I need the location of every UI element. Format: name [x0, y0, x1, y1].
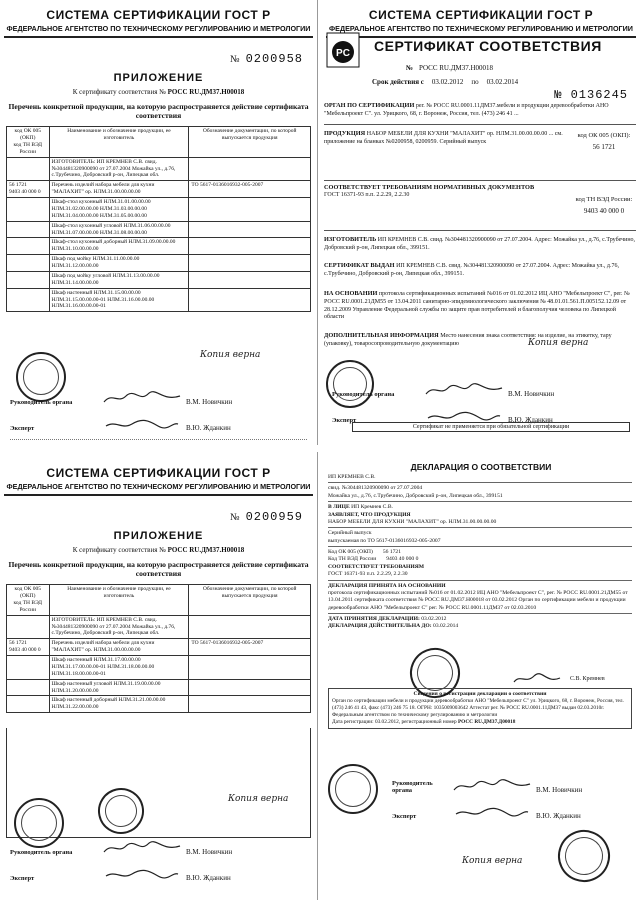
reg-prefix: №: [406, 64, 414, 72]
applicant-cert-id: свид. №304481320900090 от 27.07.2004: [328, 485, 423, 492]
table-row: [7, 696, 311, 713]
table-cell-empty: [189, 271, 311, 288]
copy-certified-note: Копия верна: [462, 856, 523, 866]
annex-page-0200959: [0, 452, 318, 900]
table-cell-item: Шкаф-стол кухонный угловой НЛМ.31.06.00.00.00 НЛМ.31.07.00.00.00 НЛМ.31.08.00.00.00: [49, 221, 189, 238]
tnved-label: код ТН ВЭД России:: [575, 196, 633, 203]
footer-line: [10, 439, 307, 441]
signature-scribble: [452, 778, 532, 794]
table-cell-doc: ТО 5617-0136016932-005-2007: [189, 181, 311, 198]
annex-cert-ref-value: РОСС RU.ДМ37.Н00018: [167, 88, 245, 96]
table-cell-code: [7, 679, 50, 696]
table-cell-maker: ИЗГОТОВИТЕЛЬ: ИП КРЕМНЕВ С.В. свид. №304481320900090 от 27.07.2004 Можайка ул., д.76, с.Трубечино, Добровский р-он, Липецкая обл.: [49, 157, 189, 181]
declarant-name: С.В. Кремнев: [570, 676, 605, 682]
product-table: [6, 126, 311, 312]
registration-box: [328, 688, 632, 729]
annex-cert-ref-label: К сертификату соответствия №: [72, 546, 166, 554]
applicant-address: Можайка ул., д.76, с.Трубечино, Добровский р-он, Липецкая обл., 399151: [328, 493, 632, 502]
cert-req-section: [324, 184, 568, 200]
signature-block: [10, 380, 307, 432]
table-cell-empty: [189, 615, 311, 639]
req-value: ГОСТ 16371-93 п.п. 2.2.29, 2.2.30: [328, 571, 632, 580]
basis-text: протокола сертификационных испытаний №016 от 01.02.2012 ИЦ АНО "Мебельпроект С", рег. № РОСС RU.0001.21ДМ55 от 13.04.2011 санитарно-эпидемиологического заключения № 48.01.01.561.П.005152.12.09 от 28.12.2009 Управление Федеральной службы по защите прав потребителей и благополучия человека по Липецкой области: [324, 291, 630, 321]
head-name: В.М. Новичкин: [186, 848, 233, 856]
expert-name: В.Ю. Жданкин: [186, 424, 231, 432]
table-cell-empty: [189, 679, 311, 696]
table-row: [7, 221, 311, 238]
okp-value: 56 1721: [592, 143, 616, 151]
reg-num: РОСС RU.ДМ37.Д00018: [457, 718, 516, 725]
annex-list-title: Перечень конкретной продукции, на которую распространяется действие сертификата соответствия: [8, 560, 309, 579]
info-text: Место нанесения знака соответствия: на изделие, на этикетку, тару (упаковку), товаросопроводительную документацию: [324, 333, 612, 347]
product-label: ПРОДУКЦИЯ: [324, 130, 366, 137]
body-label: ОРГАН ПО СЕРТИФИКАЦИИ: [324, 102, 415, 109]
table-row: [7, 639, 311, 656]
signature-row-expert: [10, 866, 307, 882]
code-tnved: 9403 40 000 0: [9, 189, 41, 196]
table-cell-code: [7, 255, 50, 272]
okp-row: [328, 549, 632, 556]
certificate-number: № 0136245: [554, 88, 628, 102]
table-row: [7, 198, 311, 222]
reg-num-label: регистрационный номер: [401, 718, 457, 725]
code-okp: 56 1721: [9, 182, 27, 189]
table-header-row: [7, 585, 311, 616]
signature-scribble: [102, 866, 182, 882]
applicant: ИП КРЕМНЕВ С.В.: [328, 474, 632, 483]
issued-text: ИП КРЕМНЕВ С.В. свид. №304481320900090 от 27.07.2004. Адрес: Можайка ул., д.76, с.Трубечино, Добровский р-он, Липецкая обл., 399151.: [324, 263, 619, 277]
cert-body-section: [324, 102, 636, 119]
signature-scribble: [452, 804, 532, 820]
annex-title: ПРИЛОЖЕНИЕ: [113, 530, 204, 542]
table-cell-item: Шкаф настенный угловой НЛМ.31.19.00.00.00 НЛМ.31.20.00.00.00: [49, 679, 189, 696]
table-cell-empty: [189, 656, 311, 680]
col-code2-label: код ТН ВЭД России: [13, 599, 42, 613]
okp-code: [574, 132, 634, 151]
col-code2-label: код ТН ВЭД России: [13, 141, 42, 155]
declaration-body: [328, 474, 632, 631]
person-row: [328, 504, 632, 511]
table-cell-item: Шкаф настенный доборный НЛМ.31.21.00.00.00 НЛМ.31.22.00.00.00: [49, 696, 189, 713]
table-cell-code: [7, 615, 50, 639]
head-label: Руководитель органа: [392, 779, 433, 794]
table-cell-item: Шкаф настенный НЛМ.31.15.00.00.00 НЛМ.31.15.00.00.00-01 НЛМ.31.16.00.00.00 НЛМ.31.16.00.00.00-01: [49, 288, 189, 312]
tnved-row: [328, 556, 632, 563]
signature-row-head: [10, 390, 307, 406]
term-label: Срок действия с: [372, 78, 424, 86]
table-row: [7, 615, 311, 639]
cert-product-section: [324, 130, 568, 147]
col-code-label: код ОК 005 (ОКП): [14, 586, 41, 600]
basis-label: ДЕКЛАРАЦИЯ ПРИНЯТА НА ОСНОВАНИИ: [328, 582, 446, 589]
divider: [324, 124, 636, 125]
tnved-value: 9403 40 000 0: [386, 556, 419, 563]
table-cell-empty: [189, 221, 311, 238]
col-doc-header: Обозначение документации, по которой выпускается продукция: [189, 585, 311, 616]
annex-number-prefix: №: [230, 512, 240, 523]
system-title: СИСТЕМА СЕРТИФИКАЦИИ ГОСТ Р: [46, 466, 271, 480]
table-cell-empty: [189, 255, 311, 272]
tnved-code: [574, 196, 634, 215]
validity-term: [372, 78, 634, 86]
cert-maker-section: [324, 236, 636, 253]
annex-title: ПРИЛОЖЕНИЕ: [113, 72, 204, 84]
round-seal-stamp: [549, 821, 618, 890]
person-label: В ЛИЦЕ: [328, 504, 350, 511]
expert-name: В.Ю. Жданкин: [536, 812, 581, 820]
signature-block: [332, 768, 630, 820]
head-name: В.М. Новичкин: [536, 786, 583, 794]
agency-title: ФЕДЕРАЛЬНОЕ АГЕНТСТВО ПО ТЕХНИЧЕСКОМУ РЕГУЛИРОВАНИЮ И МЕТРОЛОГИИ: [4, 24, 313, 38]
copy-certified-note: Копия верна: [528, 338, 589, 348]
product-table: [6, 584, 311, 713]
expert-label: Эксперт: [392, 812, 417, 820]
table-cell-code: [7, 271, 50, 288]
basis-label: НА ОСНОВАНИИ: [324, 290, 378, 297]
declaration-page: [322, 452, 640, 900]
table-header-row: [7, 127, 311, 158]
table-row: [7, 656, 311, 680]
col-code-header: [7, 585, 50, 616]
registration-text: Орган по сертификации мебели и продукции деревообработки АНО "Мебельпроект С" ул. Урицкого, 68, г. Воронеж, Россия, тел. (473) 246 41 43, факс (473) 246 75 18. ОГРН: 1035009003642 Аттестат рег. № РОСС RU.0001.11ДМ37 выдан 02.03.2010г. Федеральным агентством по техническому регулированию и метрологии: [332, 698, 624, 719]
certificate-title: СЕРТИФИКАТ СООТВЕТСТВИЯ: [374, 38, 602, 54]
okp-label: код ОК 005 (ОКП):: [577, 132, 631, 139]
system-title: СИСТЕМА СЕРТИФИКАЦИИ ГОСТ Р: [368, 8, 594, 22]
rst-logo-icon: [326, 32, 360, 68]
table-row: [7, 271, 311, 288]
registration-title: Сведения о регистрации декларации о соответствии: [413, 691, 547, 697]
head-label: Руководитель органа: [332, 390, 395, 398]
cert-info-section: [324, 332, 636, 349]
table-row: [7, 238, 311, 255]
date-label: ДАТА ПРИНЯТИЯ ДЕКЛАРАЦИИ:: [328, 616, 420, 622]
signature-scribble: [424, 382, 504, 398]
tnved-label: Код ТН ВЭД России: [328, 556, 377, 563]
info-label: ДОПОЛНИТЕЛЬНАЯ ИНФОРМАЦИЯ: [324, 332, 439, 339]
table-row: [7, 157, 311, 181]
declared-product: НАБОР МЕБЕЛИ ДЛЯ КУХНИ "МАЛАХИТ" ор. НЛМ.31.00.00.00.00: [328, 519, 632, 528]
signature-row-head: [332, 778, 630, 794]
signature-scribble: [102, 390, 182, 406]
signature-scribble: [102, 840, 182, 856]
head-name: В.М. Новичкин: [508, 390, 555, 398]
expert-name: В.Ю. Жданкин: [186, 874, 231, 882]
annex-number: [0, 52, 317, 66]
code-okp: 56 1721: [9, 640, 27, 647]
expert-name: В.Ю. Жданкин: [508, 416, 553, 424]
table-cell-code: [7, 198, 50, 222]
okp-label: Код ОК 005 (ОКП): [328, 549, 373, 555]
annex-number-value: 0200959: [245, 510, 303, 524]
product-text: НАБОР МЕБЕЛИ ДЛЯ КУХНИ "МАЛАХИТ" ор. НЛМ.31.00.00.00.00 ... см. приложение на бланках №0200958, 0200959. Серийный выпуск: [324, 131, 563, 145]
table-row: [7, 679, 311, 696]
certificate-page: [322, 0, 640, 445]
maker-label: ИЗГОТОВИТЕЛЬ: [324, 236, 377, 243]
copy-certified-note: Копия верна: [228, 794, 289, 804]
req-label: СООТВЕТСТВУЕТ ТРЕБОВАНИЯМ НОРМАТИВНЫХ ДОКУМЕНТОВ: [324, 184, 535, 191]
table-cell-code: [7, 157, 50, 181]
agency-title: ФЕДЕРАЛЬНОЕ АГЕНТСТВО ПО ТЕХНИЧЕСКОМУ РЕГУЛИРОВАНИЮ И МЕТРОЛОГИИ: [4, 482, 313, 496]
made-by-doc: выпускаемая по ТО 5617-0136016932-005-2007: [328, 538, 632, 547]
copy-certified-note: Копия верна: [200, 350, 261, 360]
serial-note: Серийный выпуск: [328, 530, 372, 537]
table-cell-empty: [189, 157, 311, 181]
table-row: [7, 288, 311, 312]
table-cell-maker: ИЗГОТОВИТЕЛЬ: ИП КРЕМНЕВ С.В. свид. №304481320900090 от 27.07.2004 Можайка ул., д.76, с.Трубечино, Добровский р-он, Липецкая обл.: [49, 615, 189, 639]
table-cell-code: [7, 288, 50, 312]
basis-value: протокола сертификационных испытаний №016 от 01.02.2012 ИЦ АНО "Мебельпроект С", рег. № РОСС RU.0001.21ДМ55 от 13.04.2011 сертификата соответствия № РОСС RU.ДМ37.Н00018 от 03.02.2012 Орган по сертификации мебели и продукции деревообработки АНО "Мебельпроект С" рег. № РОСС RU.0001.11ДМ37 от 02.03.2010: [328, 590, 632, 614]
signature-row-expert: [10, 416, 307, 432]
col-code-header: [7, 127, 50, 158]
agency-title: ФЕДЕРАЛЬНОЕ АГЕНТСТВО ПО ТЕХНИЧЕСКОМУ РЕГУЛИРОВАНИЮ И МЕТРОЛОГИИ: [326, 24, 636, 38]
annex-page-0200958: [0, 0, 318, 445]
table-cell-item: Шкаф под мойку НЛМ.31.11.00.00.00 НЛМ.31.12.00.00.00: [49, 255, 189, 272]
cert-basis-section: [324, 290, 636, 322]
annex-number: [0, 510, 317, 524]
expert-label: Эксперт: [332, 416, 357, 424]
req-label: СООТВЕТСТВУЕТ ТРЕБОВАНИЯМ: [328, 563, 425, 570]
table-cell-empty: [189, 696, 311, 713]
issued-label: СЕРТИФИКАТ ВЫДАН: [324, 262, 395, 269]
annex-cert-ref-label: К сертификату соответствия №: [72, 88, 166, 96]
table-cell-empty: [189, 198, 311, 222]
head-label: Руководитель органа: [10, 398, 73, 406]
table-cell-item: Шкаф-стол кухонный НЛМ.31.01.00.00.00 НЛМ.31.02.00.00.00 НЛМ.31.03.00.00.00 НЛМ.31.04.00.00.00 НЛМ.31.05.00.00.00: [49, 198, 189, 222]
table-cell-code: [7, 221, 50, 238]
head-name: В.М. Новичкин: [186, 398, 233, 406]
reg-date-label: Дата регистрации:: [332, 718, 374, 725]
declares-label: ЗАЯВЛЯЕТ, ЧТО ПРОДУКЦИЯ: [328, 511, 411, 518]
reg-value: РОСС RU.ДМ37.Н00018: [419, 64, 494, 72]
table-cell-item: Шкаф настенный НЛМ.31.17.00.00.00 НЛМ.31.17.00.00.00-01 НЛМ.31.18.00.00.00 НЛМ.31.18.00.00.00-01: [49, 656, 189, 680]
person-value: ИП Кремнев С.В.: [351, 504, 393, 511]
table-cell-product: Перечень изделий набора мебели для кухни "МАЛАХИТ" ор. НЛМ.31.00.00.00.00: [49, 181, 189, 198]
annex-number-value: 0200958: [245, 52, 303, 66]
term-to: 03.02.2014: [486, 78, 519, 86]
table-cell-item: Шкаф-стол кухонный доборный НЛМ.31.09.00.00.00 НЛМ.31.10.00.00.00: [49, 238, 189, 255]
col-doc-header: Обозначение документации, по которой выпускается продукция: [189, 127, 311, 158]
valid-value: 03.02.2014: [433, 623, 459, 630]
code-tnved: 9403 40 000 0: [9, 647, 41, 654]
table-cell-code: [7, 656, 50, 680]
divider: [324, 230, 636, 231]
okp-value: 56 1721: [382, 549, 402, 555]
annex-cert-ref-value: РОСС RU.ДМ37.Н00018: [167, 546, 245, 554]
declaration-title: ДЕКЛАРАЦИЯ О СООТВЕТСТВИИ: [410, 462, 552, 472]
annex-cert-ref: [0, 546, 317, 554]
valid-label: ДЕКЛАРАЦИЯ ДЕЙСТВИТЕЛЬНА ДО:: [328, 623, 432, 630]
signature-row-head: [10, 840, 307, 856]
table-cell-item: Шкаф под мойку угловой НЛМ.31.13.00.00.00 НЛМ.31.14.00.00.00: [49, 271, 189, 288]
table-row: [7, 255, 311, 272]
table-cell-empty: [189, 238, 311, 255]
table-cell-code: [7, 238, 50, 255]
expert-label: Эксперт: [10, 424, 35, 432]
divider: [324, 180, 636, 181]
signature-row-head: [332, 382, 630, 398]
term-from: 03.02.2012: [431, 78, 464, 86]
table-cell-doc: ТО 5617-0136016932-005-2007: [189, 639, 311, 656]
table-cell-code: [7, 696, 50, 713]
body-text: рег. № РОСС RU.0001.11ДМ37.мебели и продукции деревообработки АНО "Мебельпроект С". ул. Урицкого, 68, г. Воронеж, Россия, тел. (473) 246 41 ...: [324, 103, 609, 117]
cert-footer-note: Сертификат не применяется при обязательной сертификации: [352, 422, 630, 432]
expert-label: Эксперт: [10, 874, 35, 882]
table-cell-empty: [189, 288, 311, 312]
req-text: ГОСТ 16371-93 п.п. 2.2.29, 2.2.30: [324, 192, 410, 199]
head-label: Руководитель органа: [10, 848, 73, 856]
signature-scribble: [102, 416, 182, 432]
table-cell-code: [7, 181, 50, 198]
col-name-header: Наименование и обозначение продукции, ее изготовитель: [49, 127, 189, 158]
signature-block: [332, 372, 630, 424]
cert-issued-section: [324, 262, 636, 279]
table-cell-code: [7, 639, 50, 656]
annex-cert-ref: [0, 88, 317, 96]
valid-row: [328, 623, 632, 630]
col-code-label: код ОК 005 (ОКП): [14, 128, 41, 142]
annex-list-title: Перечень конкретной продукции, на которую распространяется действие сертификата соответствия: [8, 102, 309, 121]
table-row: [7, 181, 311, 198]
certificate-reg: [406, 64, 493, 72]
signature-block: [10, 830, 307, 882]
annex-number-prefix: №: [230, 54, 240, 65]
system-title: СИСТЕМА СЕРТИФИКАЦИИ ГОСТ Р: [46, 8, 271, 22]
registration-date-row: Дата регистрации: 03.02.2012, регистрационный номер РОСС RU.ДМ37.Д00018: [332, 718, 516, 725]
svg-text:PC: PC: [336, 48, 350, 59]
date-value: 03.02.2012: [421, 616, 447, 622]
signature-row-expert: [332, 804, 630, 820]
table-cell-product: Перечень изделий набора мебели для кухни "МАЛАХИТ" ор. НЛМ.31.00.00.00.00: [49, 639, 189, 656]
col-name-header: Наименование и обозначение продукции, ее изготовитель: [49, 585, 189, 616]
reg-date: 03.02.2012: [374, 718, 399, 725]
maker-text: ИП КРЕМНЕВ С.В. свид. №304481320900090 от 27.07.2004. Адрес: Можайка ул., д.76, с.Трубечино, Добровский р-он, Липецкая обл., 399151.: [324, 237, 636, 251]
tnved-value: 9403 40 000 0: [583, 207, 625, 215]
term-to-label: по: [471, 78, 479, 86]
signature-scribble: [512, 672, 562, 686]
